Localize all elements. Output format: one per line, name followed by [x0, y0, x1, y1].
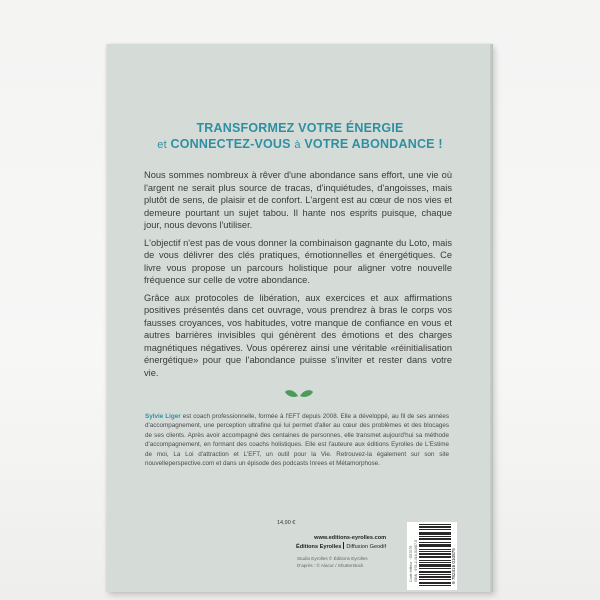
publisher-name: Éditions Eyrolles [296, 544, 342, 550]
title-et: et [157, 139, 167, 151]
title-line-2 [107, 136, 493, 153]
author-name: Sylvie Liger [145, 413, 181, 420]
price: 14,90 € [277, 520, 296, 526]
barcode-bars-icon [419, 524, 451, 588]
barcode-isbn-label: ISBN : 978-2-416-01087-5 [414, 539, 418, 582]
publisher-separator [343, 542, 344, 549]
cover-credits [297, 556, 368, 569]
blurb-paragraph-1: Nous sommes nombreux à rêver d'une abondance sans effort, une vie où l'argent ne serait plus source de tracas, d'inquiétudes, d'angoisses, mais plutôt de sens, de plaisir et de confort. L'argent est au cœur de nos vies et demeure pourtant un sujet tabou. Il hante nos esprits puisque, chaque jour, nous devons l'utiliser. [144, 170, 452, 230]
barcode-code-label: Code éditeur : G57076 [409, 545, 413, 582]
title-a: à [294, 139, 301, 151]
blurb-paragraph-3: Grâce aux protocoles de libération, aux exercices et aux affirmations positives présentés dans cet ouvrage, vous prendrez à bras le corps vos fausses croyances, vos habitudes, votre manque de confiance en vous et autres barrières invisibles qui génèrent des émotions et des charges magnétiques négatives. Vous opérerez ainsi une véritable «réinitialisation énergétique» pour que l'abondance puisse s'inviter et rester dans votre vie. [144, 292, 452, 378]
title-line-1 [107, 120, 493, 136]
publisher-diffusion: Diffusion Geodif [346, 544, 387, 550]
title-abondance: VOTRE ABONDANCE ! [304, 137, 443, 151]
book-back-cover [107, 44, 493, 592]
author-bio [145, 412, 449, 468]
cover-title [107, 120, 493, 153]
barcode [407, 522, 457, 590]
author-bio-text: est coach professionnelle, formée à l'EFT depuis 2008. Elle a développé, au fil de ses années d'accompagnement, une perception ultrafine qui lui permet d'aller au cœur des problèmes et des blocages de ses clients. Après avoir accompagné des centaines de personnes, elle transmet aujourd'hui sa méthode d'accompagnement, en formant des coachs holistiques. Elle est l'auteure aux éditions Eyrolles de L'Estime de moi, La Loi d'attraction et L'EFT, un outil pour la Vie. Retrouvez-la également sur son site nouvelleperspective.com et dans un épisode des podcasts Inrees et Métamorphose. [145, 413, 449, 468]
blurb [144, 169, 452, 384]
publisher-website: www.editions-eyrolles.com [314, 535, 387, 541]
publisher-line [296, 542, 386, 551]
credits-line-2: D'après : © Alacur / Shutterstock [297, 562, 364, 568]
barcode-digits: 9 782416 010875 [451, 548, 456, 584]
blurb-paragraph-2: L'objectif n'est pas de vous donner la combinaison gagnante du Loto, mais de vous délivrer des clés pratiques, émotionnelles et énergétiques. Ce livre vous propose un parcours holistique pour aligner votre nouvelle fréquence sur celle de votre abondance. [144, 237, 452, 285]
publisher-block [296, 534, 386, 551]
credits-line-1: Studio Eyrolles © Éditions Eyrolles [297, 556, 368, 561]
leaves-ornament-icon [284, 388, 314, 400]
title-line-1-text: TRANSFORMEZ VOTRE ÉNERGIE [196, 121, 404, 135]
title-connectez: CONNECTEZ-VOUS [170, 137, 291, 151]
